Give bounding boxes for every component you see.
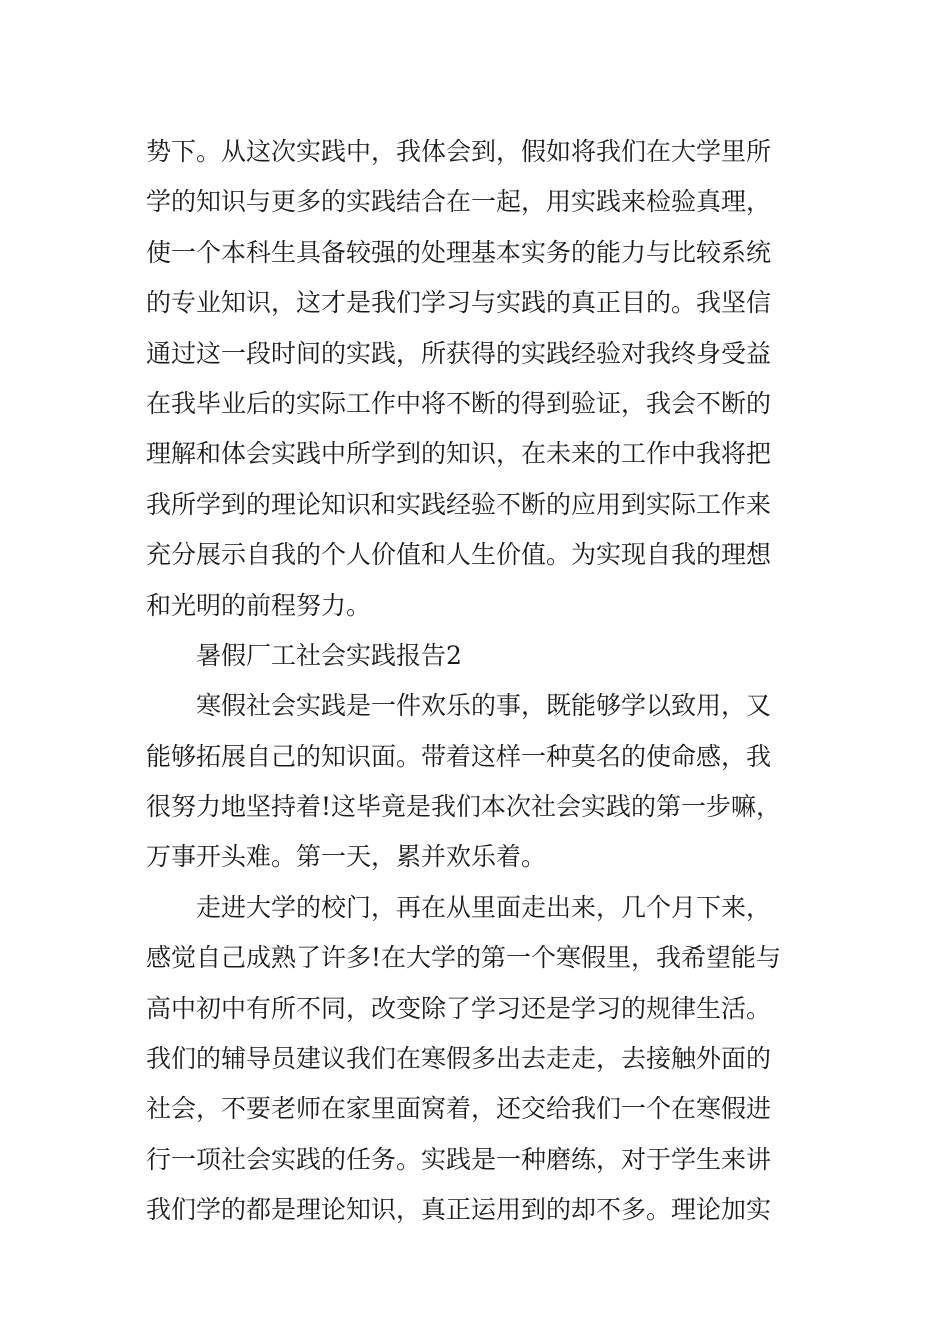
document-body	[146, 127, 816, 1236]
text-line: 暑假厂工社会实践报告2	[196, 640, 462, 670]
text-line: 在我毕业后的实际工作中将不断的得到验证，我会不断的	[146, 388, 772, 418]
text-line: 我们学的都是理论知识，真正运用到的却不多。理论加实	[146, 1195, 772, 1225]
text-line: 使一个本科生具备较强的处理基本实务的能力与比较系统	[146, 237, 772, 267]
text-line: 万事开头难。第一天，累并欢乐着。	[146, 842, 547, 872]
text-line: 感觉自己成熟了许多!在大学的第一个寒假里，我希望能与	[146, 943, 782, 973]
text-line: 寒假社会实践是一件欢乐的事，既能够学以致用，又	[196, 691, 772, 721]
text-line: 和光明的前程努力。	[146, 590, 372, 620]
text-line: 势下。从这次实践中，我体会到，假如将我们在大学里所	[146, 137, 772, 166]
text-line: 的专业知识，这才是我们学习与实践的真正目的。我坚信	[146, 288, 772, 318]
text-line: 高中初中有所不同，改变除了学习还是学习的规律生活。	[146, 993, 772, 1023]
text-line: 充分展示自我的个人价值和人生价值。为实现自我的理想	[146, 540, 772, 570]
text-line: 我们的辅导员建议我们在寒假多出去走走，去接触外面的	[146, 1044, 772, 1074]
text-line: 很努力地坚持着!这毕竟是我们本次社会实践的第一步嘛，	[146, 792, 782, 822]
text-line: 学的知识与更多的实践结合在一起，用实践来检验真理，	[146, 187, 772, 217]
text-line: 能够拓展自己的知识面。带着这样一种莫名的使命感，我	[146, 741, 772, 771]
text-line: 理解和体会实践中所学到的知识，在未来的工作中我将把	[146, 439, 772, 469]
text-line: 走进大学的校门，再在从里面走出来，几个月下来，	[196, 892, 772, 922]
text-line: 我所学到的理论知识和实践经验不断的应用到实际工作来	[146, 489, 772, 519]
text-line: 通过这一段时间的实践，所获得的实践经验对我终身受益	[146, 338, 772, 368]
text-line: 社会，不要老师在家里面窝着，还交给我们一个在寒假进	[146, 1094, 772, 1124]
text-line: 行一项社会实践的任务。实践是一种磨练，对于学生来讲	[146, 1144, 772, 1174]
